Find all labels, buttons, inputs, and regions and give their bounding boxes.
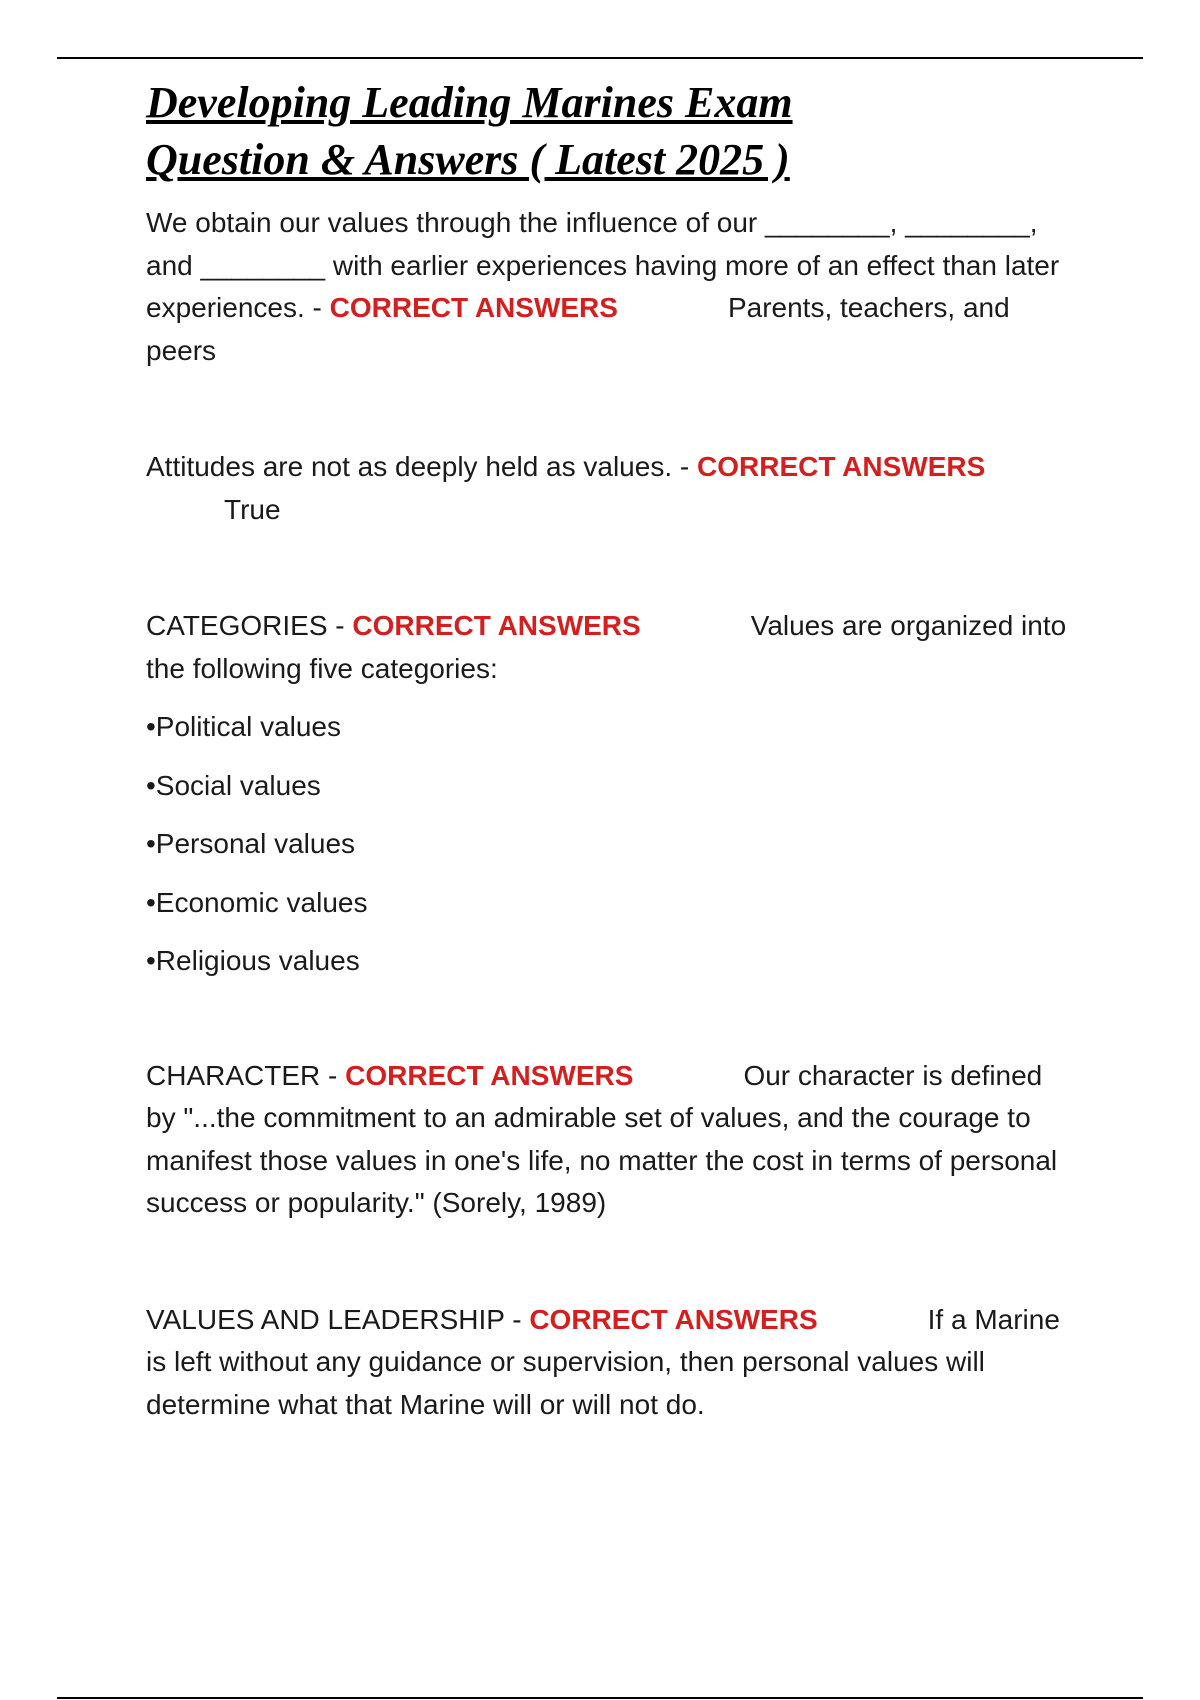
- bottom-rule: [57, 1697, 1143, 1699]
- question-text: CATEGORIES: [146, 610, 328, 641]
- title-line-1: Developing Leading Marines Exam: [146, 78, 793, 127]
- correct-answers-label: CORRECT ANSWERS: [697, 451, 986, 482]
- title-line-2: Question & Answers ( Latest 2025 ): [146, 135, 790, 184]
- correct-answers-label: CORRECT ANSWERS: [529, 1303, 818, 1335]
- question-text: We obtain our values through the influence of our ________, ________, and ________ with earlier experiences having more of an effect than later experiences.: [146, 207, 1060, 323]
- answer-text: True: [224, 493, 281, 525]
- question-text: VALUES AND LEADERSHIP: [146, 1303, 505, 1335]
- qa-item-1: [146, 202, 1072, 372]
- separator: -: [327, 610, 353, 641]
- document-body: [146, 74, 1072, 1426]
- list-item: •Political values: [146, 711, 342, 742]
- question-text: CHARACTER: [146, 1059, 321, 1091]
- separator: -: [504, 1303, 530, 1335]
- qa-item-3: [146, 605, 1072, 690]
- correct-answers-label: CORRECT ANSWERS: [329, 292, 618, 323]
- qa-item-2: [146, 446, 1072, 531]
- answer-text: Our character is defined by "...the commitment to an admirable set of values, and the courage to manifest those values in one's life, no matter the cost in terms of personal success or popularity." (Sorely, 1989): [146, 1059, 1058, 1218]
- answer-text: Parents, teachers, and peers: [146, 292, 1010, 366]
- document-title: [146, 74, 1072, 188]
- question-text: Attitudes are not as deeply held as values.: [146, 451, 673, 482]
- top-rule: [57, 57, 1143, 59]
- answer-text: If a Marine is left without any guidance or supervision, then personal values will determine what that Marine will or will not do.: [146, 1303, 1060, 1420]
- list-item: •Religious values: [146, 945, 360, 976]
- qa-item-4: [146, 1055, 1072, 1225]
- separator: -: [672, 451, 697, 482]
- list-item: •Personal values: [146, 828, 356, 859]
- categories-list: [146, 706, 1072, 982]
- answer-text: Values are organized into the following five categories:: [146, 610, 1067, 684]
- list-item: •Economic values: [146, 886, 368, 918]
- list-item: •Social values: [146, 769, 321, 801]
- correct-answers-label: CORRECT ANSWERS: [345, 1059, 634, 1091]
- separator: -: [320, 1059, 346, 1091]
- separator: -: [304, 292, 330, 323]
- correct-answers-label: CORRECT ANSWERS: [352, 610, 641, 641]
- qa-item-5: [146, 1299, 1072, 1427]
